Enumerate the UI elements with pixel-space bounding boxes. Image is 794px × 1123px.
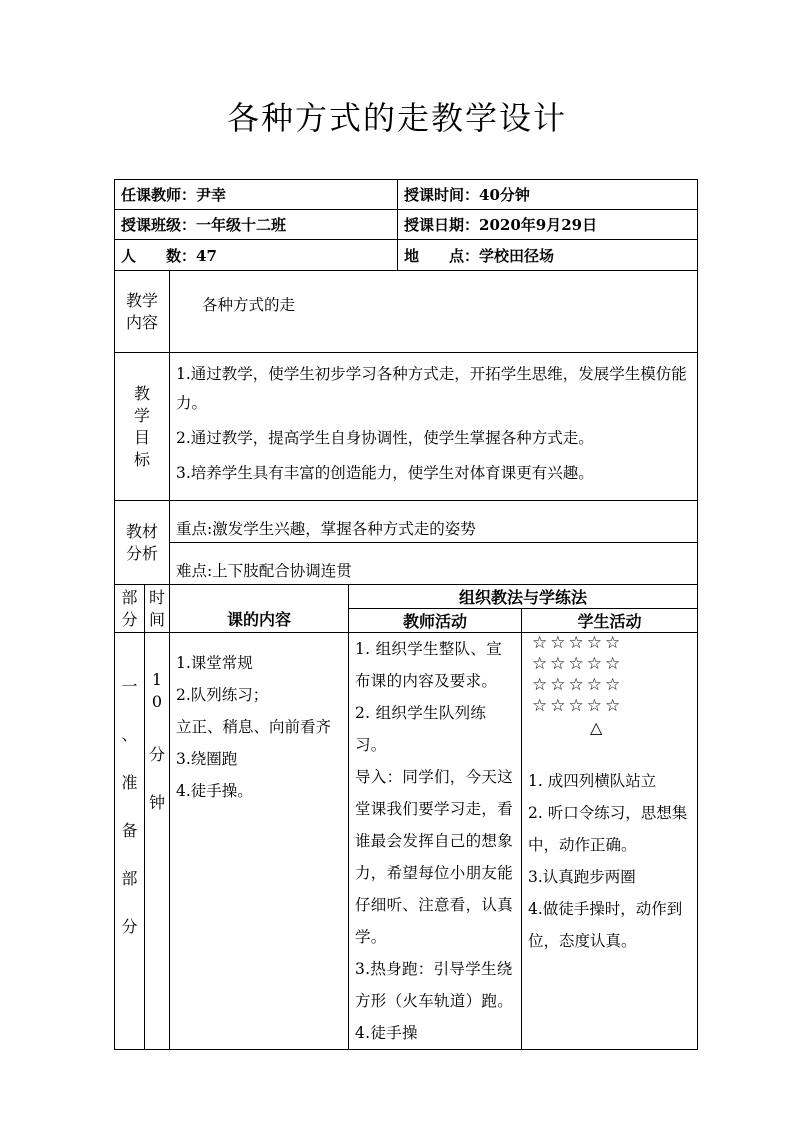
- teacher-position-icon: △: [590, 718, 606, 737]
- teacher-item: 2. 组织学生队列练习。: [355, 704, 487, 754]
- student-item: 3.认真跑步两圈: [528, 868, 636, 886]
- objective-item: 2.通过教学，提高学生自身协调性，使学生掌握各种方式走。: [176, 429, 594, 447]
- content-header: 课的内容: [170, 585, 349, 633]
- key-point: 重点:激发学生兴趣，掌握各种方式走的姿势: [170, 501, 698, 543]
- time-header: 时 间: [145, 585, 170, 633]
- analysis-label: 教材 分析: [115, 501, 170, 585]
- content-item: 立正、稍息、向前看齐: [176, 718, 332, 736]
- date-cell: 授课日期：2020年9月29日: [398, 210, 698, 240]
- part-header: 部 分: [115, 585, 145, 633]
- content-item: 1.课堂常规: [176, 654, 253, 672]
- document-title: 各种方式的走教学设计: [226, 99, 567, 137]
- content-item: 2.队列练习；: [176, 686, 269, 704]
- teacher-item: 3.热身跑：引导学生绕方形（火车轨道）跑。: [355, 960, 514, 1010]
- objective-item: 1.通过教学，使学生初步学习各种方式走，开拓学生思维，发展学生模仿能力。: [176, 365, 687, 412]
- content-item: 3.绕圈跑: [176, 750, 238, 768]
- teacher-activity-header: 教师活动: [349, 609, 522, 633]
- formation-row: ☆☆☆☆☆: [532, 654, 624, 674]
- lesson-content: [170, 633, 349, 1050]
- section-name: 一 、准 备 部 分: [115, 633, 145, 1050]
- student-activity: [522, 633, 698, 1050]
- student-item: 4.做徒手操时，动作到位，态度认真。: [528, 900, 683, 950]
- objective-item: 3.培养学生具有丰富的创造能力，使学生对体育课更有兴趣。: [176, 464, 594, 482]
- method-header: 组织教法与学练法: [349, 585, 698, 609]
- teacher-cell: 任课教师：尹幸: [115, 180, 398, 210]
- student-activity-header: 学生活动: [522, 609, 698, 633]
- teacher-item: 1. 组织学生整队、宣布课的内容及要求。: [355, 640, 503, 690]
- class-cell: 授课班级：一年级十二班: [115, 210, 398, 240]
- formation-diagram: [528, 633, 693, 739]
- formation-row: ☆☆☆☆☆: [532, 633, 624, 653]
- teacher-item: 4.徒手操: [355, 1024, 418, 1042]
- lesson-plan-table: [114, 179, 698, 1050]
- content-label: 教学 内容: [115, 271, 170, 353]
- section-time: 1 0 分 钟: [145, 633, 170, 1050]
- difficult-point: 难点:上下肢配合协调连贯: [170, 543, 698, 585]
- place-cell: 地 点：学校田径场: [398, 240, 698, 271]
- duration-cell: 授课时间：40分钟: [398, 180, 698, 210]
- formation-row: ☆☆☆☆☆: [532, 675, 624, 695]
- content-value: 各种方式的走: [170, 271, 698, 353]
- objectives-list: [170, 353, 698, 501]
- formation-row: ☆☆☆☆☆: [532, 696, 624, 716]
- count-cell: 人 数：47: [115, 240, 398, 271]
- objectives-label: 教 学 目 标: [115, 353, 170, 501]
- teacher-activity: [349, 633, 522, 1050]
- content-item: 4.徒手操。: [176, 782, 253, 800]
- student-item: 1. 成四列横队站立: [528, 772, 657, 790]
- teacher-item: 导入：同学们，今天这堂课我们要学习走，看谁最会发挥自己的想象力，希望每位小朋友能仔细听、注意看，认真学。: [355, 768, 514, 946]
- student-item: 2. 听口令练习，思想集中，动作正确。: [528, 804, 688, 854]
